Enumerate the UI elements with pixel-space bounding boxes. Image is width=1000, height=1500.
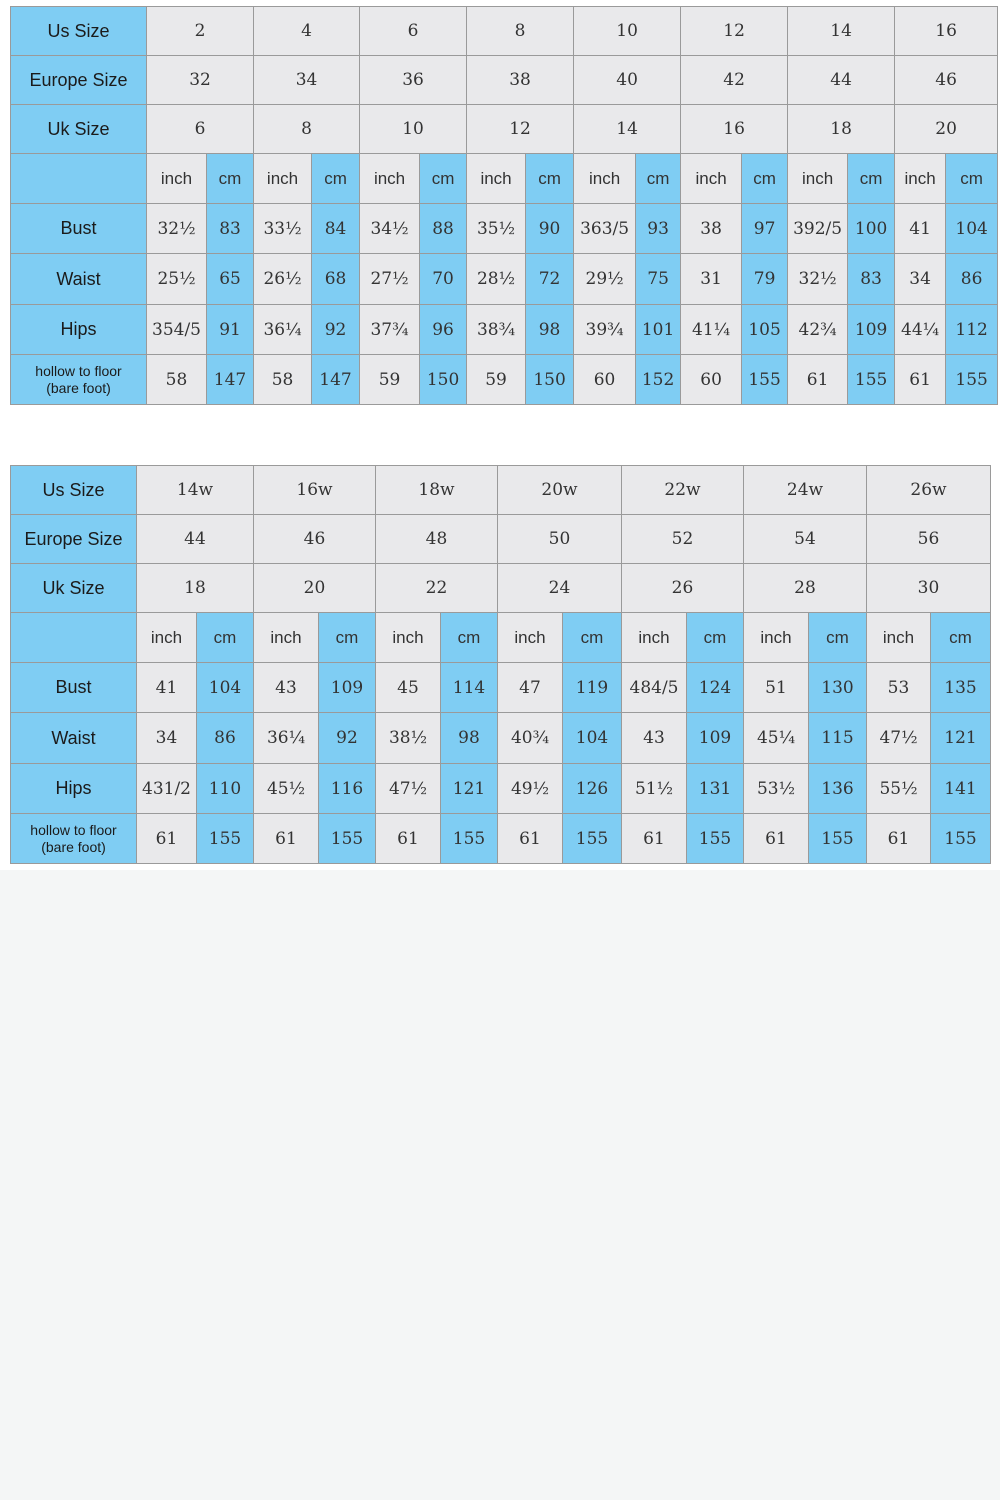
us-size-cell: 20w xyxy=(498,466,622,515)
uk-size-cell: 12 xyxy=(467,105,574,154)
unit-inch-header: inch xyxy=(254,154,312,204)
hips-inch-cell: 354/5 xyxy=(147,305,207,355)
waist-row xyxy=(11,713,991,764)
unit-inch-header: inch xyxy=(254,613,319,663)
unit-cm-header: cm xyxy=(809,613,867,663)
unit-inch-header: inch xyxy=(376,613,441,663)
hollow-inch-cell: 61 xyxy=(744,814,809,864)
hollow-inch-cell: 58 xyxy=(147,355,207,405)
bust-inch-cell: 41 xyxy=(137,663,197,713)
unit-cm-header: cm xyxy=(687,613,744,663)
hollow-inch-cell: 61 xyxy=(137,814,197,864)
unit-inch-header: inch xyxy=(360,154,420,204)
hips-cm-cell: 131 xyxy=(687,764,744,814)
bust-inch-cell: 33½ xyxy=(254,204,312,254)
hollow-inch-cell: 61 xyxy=(498,814,563,864)
unit-cm-header: cm xyxy=(742,154,788,204)
hips-inch-cell: 39¾ xyxy=(574,305,636,355)
hips-inch-cell: 51½ xyxy=(622,764,687,814)
unit-cm-header: cm xyxy=(441,613,498,663)
bust-row xyxy=(11,663,991,713)
hollow-cm-cell: 147 xyxy=(312,355,360,405)
waist-cm-cell: 70 xyxy=(420,254,467,305)
waist-inch-cell: 25½ xyxy=(147,254,207,305)
hollow-label-line1: hollow to floor xyxy=(35,362,122,379)
unit-cm-header: cm xyxy=(636,154,681,204)
uk-size-row xyxy=(11,564,991,613)
hollow-label-line2: (bare foot) xyxy=(41,838,106,855)
hips-inch-cell: 47½ xyxy=(376,764,441,814)
hips-cm-cell: 91 xyxy=(207,305,254,355)
uk-size-cell: 10 xyxy=(360,105,467,154)
hollow-cm-cell: 155 xyxy=(197,814,254,864)
hips-inch-cell: 45½ xyxy=(254,764,319,814)
hips-label: Hips xyxy=(11,764,137,814)
us-size-row xyxy=(11,466,991,515)
uk-size-cell: 18 xyxy=(788,105,895,154)
eu-size-cell: 54 xyxy=(744,515,867,564)
waist-cm-cell: 92 xyxy=(319,713,376,764)
unit-inch-header: inch xyxy=(622,613,687,663)
waist-inch-cell: 34 xyxy=(137,713,197,764)
unit-header-label xyxy=(11,613,137,663)
hips-label: Hips xyxy=(11,305,147,355)
eu-size-cell: 38 xyxy=(467,56,574,105)
hips-inch-cell: 37¾ xyxy=(360,305,420,355)
unit-inch-header: inch xyxy=(788,154,848,204)
bust-cm-cell: 84 xyxy=(312,204,360,254)
hollow-cm-cell: 155 xyxy=(441,814,498,864)
bust-cm-cell: 90 xyxy=(526,204,574,254)
hips-row xyxy=(11,305,998,355)
us-size-cell: 2 xyxy=(147,7,254,56)
hollow-inch-cell: 59 xyxy=(360,355,420,405)
waist-cm-cell: 121 xyxy=(931,713,991,764)
eu-size-row xyxy=(11,515,991,564)
unit-cm-header: cm xyxy=(848,154,895,204)
uk-size-row xyxy=(11,105,998,154)
eu-size-cell: 34 xyxy=(254,56,360,105)
uk-size-label: Uk Size xyxy=(11,105,147,154)
eu-size-label: Europe Size xyxy=(11,515,137,564)
uk-size-cell: 14 xyxy=(574,105,681,154)
hollow-to-floor-label xyxy=(11,814,137,864)
waist-inch-cell: 26½ xyxy=(254,254,312,305)
unit-header-row xyxy=(11,613,991,663)
waist-inch-cell: 27½ xyxy=(360,254,420,305)
unit-inch-header: inch xyxy=(744,613,809,663)
hollow-to-floor-row xyxy=(11,814,991,864)
hips-cm-cell: 112 xyxy=(946,305,998,355)
hips-cm-cell: 109 xyxy=(848,305,895,355)
bust-label: Bust xyxy=(11,663,137,713)
bust-inch-cell: 41 xyxy=(895,204,946,254)
bust-cm-cell: 88 xyxy=(420,204,467,254)
hollow-to-floor-label xyxy=(11,355,147,405)
hips-cm-cell: 126 xyxy=(563,764,622,814)
uk-size-cell: 28 xyxy=(744,564,867,613)
unit-cm-header: cm xyxy=(526,154,574,204)
us-size-cell: 12 xyxy=(681,7,788,56)
eu-size-cell: 44 xyxy=(137,515,254,564)
eu-size-label: Europe Size xyxy=(11,56,147,105)
us-size-cell: 14w xyxy=(137,466,254,515)
us-size-cell: 16w xyxy=(254,466,376,515)
bust-inch-cell: 47 xyxy=(498,663,563,713)
size-chart-standard xyxy=(10,6,998,405)
waist-cm-cell: 86 xyxy=(946,254,998,305)
eu-size-cell: 42 xyxy=(681,56,788,105)
bust-cm-cell: 114 xyxy=(441,663,498,713)
waist-inch-cell: 32½ xyxy=(788,254,848,305)
waist-inch-cell: 36¼ xyxy=(254,713,319,764)
bust-cm-cell: 130 xyxy=(809,663,867,713)
uk-size-cell: 20 xyxy=(895,105,998,154)
waist-inch-cell: 29½ xyxy=(574,254,636,305)
hollow-inch-cell: 61 xyxy=(788,355,848,405)
eu-size-cell: 50 xyxy=(498,515,622,564)
bust-inch-cell: 363/5 xyxy=(574,204,636,254)
us-size-cell: 4 xyxy=(254,7,360,56)
unit-header-label xyxy=(11,154,147,204)
us-size-cell: 16 xyxy=(895,7,998,56)
us-size-cell: 24w xyxy=(744,466,867,515)
hips-inch-cell: 49½ xyxy=(498,764,563,814)
hips-cm-cell: 92 xyxy=(312,305,360,355)
hips-inch-cell: 38¾ xyxy=(467,305,526,355)
waist-cm-cell: 68 xyxy=(312,254,360,305)
uk-size-cell: 30 xyxy=(867,564,991,613)
hips-inch-cell: 36¼ xyxy=(254,305,312,355)
unit-cm-header: cm xyxy=(420,154,467,204)
hollow-cm-cell: 155 xyxy=(563,814,622,864)
hollow-cm-cell: 152 xyxy=(636,355,681,405)
unit-cm-header: cm xyxy=(207,154,254,204)
unit-inch-header: inch xyxy=(467,154,526,204)
eu-size-cell: 44 xyxy=(788,56,895,105)
unit-cm-header: cm xyxy=(312,154,360,204)
bust-cm-cell: 109 xyxy=(319,663,376,713)
unit-cm-header: cm xyxy=(946,154,998,204)
us-size-cell: 6 xyxy=(360,7,467,56)
uk-size-cell: 26 xyxy=(622,564,744,613)
unit-inch-header: inch xyxy=(681,154,742,204)
waist-cm-cell: 75 xyxy=(636,254,681,305)
bust-inch-cell: 38 xyxy=(681,204,742,254)
hips-row xyxy=(11,764,991,814)
bust-cm-cell: 124 xyxy=(687,663,744,713)
hollow-to-floor-row xyxy=(11,355,998,405)
unit-cm-header: cm xyxy=(563,613,622,663)
us-size-cell: 10 xyxy=(574,7,681,56)
us-size-cell: 18w xyxy=(376,466,498,515)
waist-inch-cell: 47½ xyxy=(867,713,931,764)
hips-cm-cell: 98 xyxy=(526,305,574,355)
unit-inch-header: inch xyxy=(895,154,946,204)
bust-inch-cell: 43 xyxy=(254,663,319,713)
hips-cm-cell: 136 xyxy=(809,764,867,814)
eu-size-cell: 40 xyxy=(574,56,681,105)
hips-cm-cell: 110 xyxy=(197,764,254,814)
hips-cm-cell: 116 xyxy=(319,764,376,814)
eu-size-cell: 36 xyxy=(360,56,467,105)
unit-inch-header: inch xyxy=(867,613,931,663)
hollow-inch-cell: 61 xyxy=(867,814,931,864)
us-size-cell: 8 xyxy=(467,7,574,56)
waist-cm-cell: 115 xyxy=(809,713,867,764)
waist-cm-cell: 65 xyxy=(207,254,254,305)
waist-label: Waist xyxy=(11,254,147,305)
hips-cm-cell: 141 xyxy=(931,764,991,814)
eu-size-cell: 32 xyxy=(147,56,254,105)
hips-cm-cell: 121 xyxy=(441,764,498,814)
us-size-cell: 14 xyxy=(788,7,895,56)
uk-size-cell: 20 xyxy=(254,564,376,613)
waist-cm-cell: 72 xyxy=(526,254,574,305)
unit-inch-header: inch xyxy=(498,613,563,663)
hollow-inch-cell: 61 xyxy=(895,355,946,405)
uk-size-label: Uk Size xyxy=(11,564,137,613)
hollow-cm-cell: 155 xyxy=(946,355,998,405)
hips-inch-cell: 55½ xyxy=(867,764,931,814)
bust-cm-cell: 119 xyxy=(563,663,622,713)
hollow-inch-cell: 58 xyxy=(254,355,312,405)
hollow-cm-cell: 155 xyxy=(319,814,376,864)
bust-inch-cell: 53 xyxy=(867,663,931,713)
bust-cm-cell: 100 xyxy=(848,204,895,254)
bust-cm-cell: 83 xyxy=(207,204,254,254)
size-chart-plus xyxy=(10,465,991,864)
hollow-cm-cell: 147 xyxy=(207,355,254,405)
unit-inch-header: inch xyxy=(574,154,636,204)
bust-inch-cell: 45 xyxy=(376,663,441,713)
hips-inch-cell: 53½ xyxy=(744,764,809,814)
waist-cm-cell: 98 xyxy=(441,713,498,764)
us-size-row xyxy=(11,7,998,56)
uk-size-cell: 6 xyxy=(147,105,254,154)
hollow-cm-cell: 150 xyxy=(526,355,574,405)
bust-cm-cell: 135 xyxy=(931,663,991,713)
eu-size-cell: 52 xyxy=(622,515,744,564)
uk-size-cell: 18 xyxy=(137,564,254,613)
waist-cm-cell: 109 xyxy=(687,713,744,764)
unit-header-row xyxy=(11,154,998,204)
uk-size-cell: 24 xyxy=(498,564,622,613)
unit-cm-header: cm xyxy=(931,613,991,663)
hollow-cm-cell: 155 xyxy=(848,355,895,405)
hips-cm-cell: 96 xyxy=(420,305,467,355)
eu-size-cell: 48 xyxy=(376,515,498,564)
unit-inch-header: inch xyxy=(137,613,197,663)
hips-inch-cell: 44¼ xyxy=(895,305,946,355)
waist-cm-cell: 79 xyxy=(742,254,788,305)
waist-inch-cell: 31 xyxy=(681,254,742,305)
waist-row xyxy=(11,254,998,305)
waist-cm-cell: 86 xyxy=(197,713,254,764)
hollow-inch-cell: 59 xyxy=(467,355,526,405)
hollow-cm-cell: 155 xyxy=(687,814,744,864)
hollow-cm-cell: 155 xyxy=(931,814,991,864)
hips-cm-cell: 105 xyxy=(742,305,788,355)
waist-inch-cell: 43 xyxy=(622,713,687,764)
waist-inch-cell: 28½ xyxy=(467,254,526,305)
hollow-cm-cell: 155 xyxy=(809,814,867,864)
hips-inch-cell: 42¾ xyxy=(788,305,848,355)
hips-cm-cell: 101 xyxy=(636,305,681,355)
eu-size-row xyxy=(11,56,998,105)
eu-size-cell: 46 xyxy=(895,56,998,105)
hollow-inch-cell: 61 xyxy=(622,814,687,864)
us-size-cell: 26w xyxy=(867,466,991,515)
uk-size-cell: 8 xyxy=(254,105,360,154)
hollow-inch-cell: 61 xyxy=(254,814,319,864)
hollow-label-line2: (bare foot) xyxy=(46,379,111,396)
waist-label: Waist xyxy=(11,713,137,764)
hollow-inch-cell: 61 xyxy=(376,814,441,864)
waist-inch-cell: 34 xyxy=(895,254,946,305)
waist-cm-cell: 83 xyxy=(848,254,895,305)
bust-cm-cell: 104 xyxy=(197,663,254,713)
eu-size-cell: 46 xyxy=(254,515,376,564)
waist-inch-cell: 45¼ xyxy=(744,713,809,764)
unit-cm-header: cm xyxy=(319,613,376,663)
hollow-inch-cell: 60 xyxy=(681,355,742,405)
hollow-cm-cell: 155 xyxy=(742,355,788,405)
bust-cm-cell: 104 xyxy=(946,204,998,254)
us-size-label: Us Size xyxy=(11,7,147,56)
bust-cm-cell: 93 xyxy=(636,204,681,254)
hips-inch-cell: 431/2 xyxy=(137,764,197,814)
uk-size-cell: 22 xyxy=(376,564,498,613)
bust-inch-cell: 51 xyxy=(744,663,809,713)
waist-cm-cell: 104 xyxy=(563,713,622,764)
bust-cm-cell: 97 xyxy=(742,204,788,254)
bust-inch-cell: 32½ xyxy=(147,204,207,254)
us-size-cell: 22w xyxy=(622,466,744,515)
waist-inch-cell: 38½ xyxy=(376,713,441,764)
unit-inch-header: inch xyxy=(147,154,207,204)
bust-label: Bust xyxy=(11,204,147,254)
hips-inch-cell: 41¼ xyxy=(681,305,742,355)
uk-size-cell: 16 xyxy=(681,105,788,154)
unit-cm-header: cm xyxy=(197,613,254,663)
waist-inch-cell: 40¾ xyxy=(498,713,563,764)
bust-inch-cell: 484/5 xyxy=(622,663,687,713)
eu-size-cell: 56 xyxy=(867,515,991,564)
us-size-label: Us Size xyxy=(11,466,137,515)
bust-row xyxy=(11,204,998,254)
bust-inch-cell: 392/5 xyxy=(788,204,848,254)
hollow-inch-cell: 60 xyxy=(574,355,636,405)
hollow-label-line1: hollow to floor xyxy=(30,821,117,838)
bust-inch-cell: 35½ xyxy=(467,204,526,254)
bust-inch-cell: 34½ xyxy=(360,204,420,254)
hollow-cm-cell: 150 xyxy=(420,355,467,405)
